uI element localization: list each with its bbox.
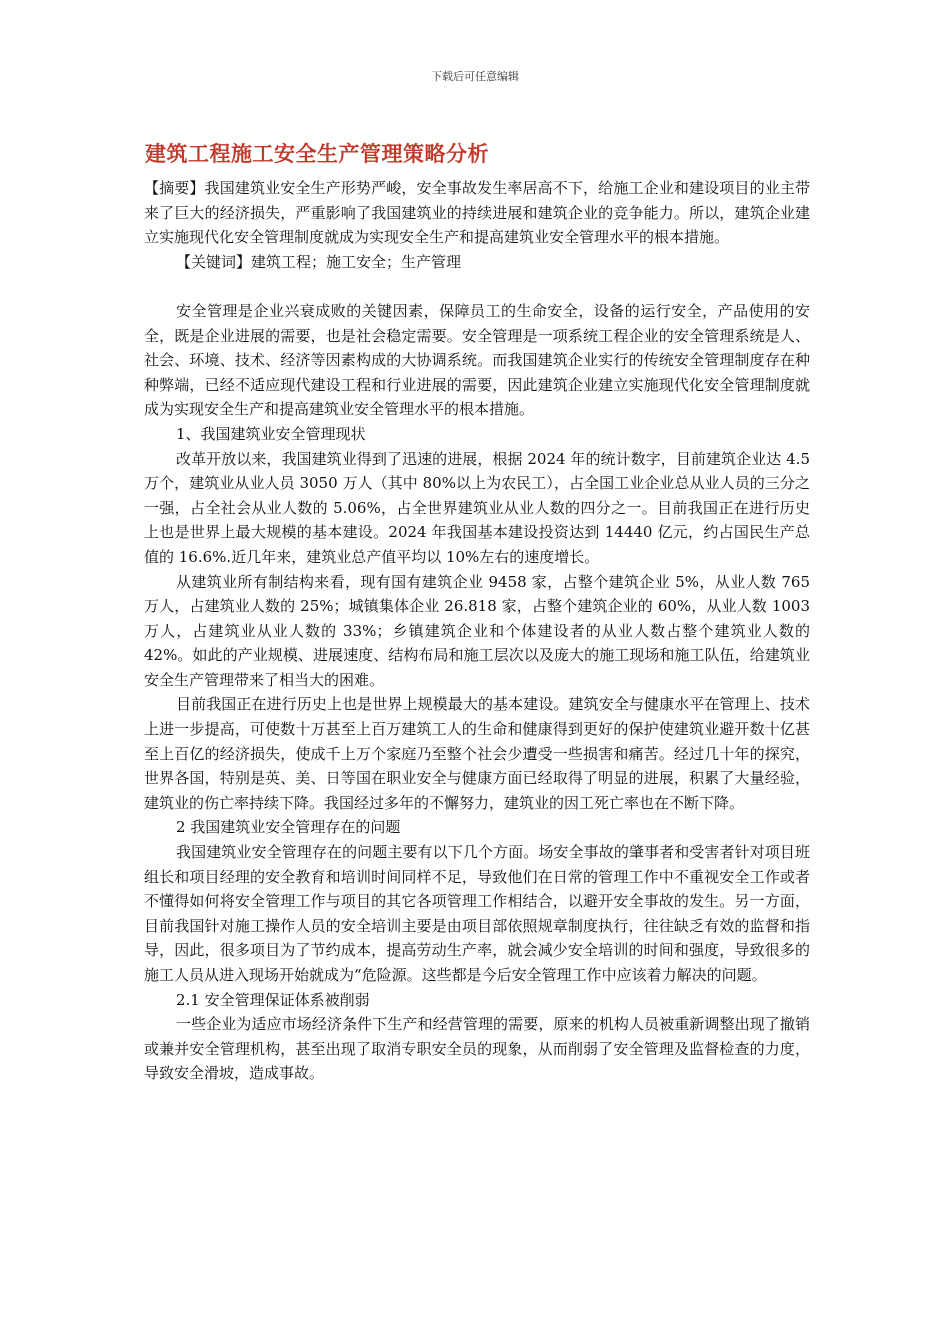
- section-1-paragraph-2: 从建筑业所有制结构来看，现有国有建筑企业 9458 家，占整个建筑企业 5%，从业人数 765 万人，占建筑业人数的 25%；城镇集体企业 26.818 家，占整个建筑企业的 60%，从业人数 1003 万人，占建筑业从业人数的 33%；乡镇建筑企业和个体建设者的从业人数占整个建筑业人数的 42%。如此的产业规模、进展速度、结构布局和施工层次以及庞大的施工现场和施工队伍，给建筑业安全生产管理带来了相当大的困难。: [144, 572, 810, 689]
- section-2-heading: 2 我国建筑业安全管理存在的问题: [176, 818, 401, 837]
- section-1-paragraph-1: 改革开放以来，我国建筑业得到了迅速的进展，根据 2024 年的统计数字，目前建筑企业达 4.5 万个，建筑业从业人员 3050 万人（其中 80%以上为农民工），占全国工业企业总从业人员的三分之一强，占全社会从业人数的 5.06%，占全世界建筑业从业人数的四分之一。目前我国正在进行历史上也是世界上最大规模的基本建设。2024 年我国基本建设投资达到 14440 亿元，约占国民生产总值的 16.6%.近几年来，建筑业总产值平均以 10%左右的速度增长。: [144, 449, 810, 566]
- document-body: [144, 176, 810, 1086]
- abstract-paragraph: 【摘要】我国建筑业安全生产形势严峻，安全事故发生率居高不下，给施工企业和建设项目的业主带来了巨大的经济损失，严重影响了我国建筑业的持续进展和建筑企业的竞争能力。所以，建筑企业建立实施现代化安全管理制度就成为实现安全生产和提高建筑业安全管理水平的根本措施。: [144, 179, 810, 247]
- section-1-paragraph-3: 目前我国正在进行历史上也是世界上规模最大的基本建设。建筑安全与健康水平在管理上、技术上进一步提高，可使数十万甚至上百万建筑工人的生命和健康得到更好的保护使建筑业避开数十亿甚至上百亿的经济损失，使成千上万个家庭乃至整个社会少遭受一些损害和痛苦。经过几十年的探究，世界各国，特别是英、美、日等国在职业安全与健康方面已经取得了明显的进展，积累了大量经验，建筑业的伤亡率持续下降。我国经过多年的不懈努力，建筑业的因工死亡率也在不断下降。: [144, 695, 810, 812]
- header-note: 下载后可任意编辑: [431, 70, 519, 83]
- blank-line: [144, 274, 810, 299]
- section-2-1-paragraph-1: 一些企业为适应市场经济条件下生产和经营管理的需要，原来的机构人员被重新调整出现了撤销或兼并安全管理机构，甚至出现了取消专职安全员的现象，从而削弱了安全管理及监督检查的力度，导致安全滑坡，造成事故。: [144, 1015, 810, 1083]
- section-2-1-heading: 2.1 安全管理保证体系被削弱: [176, 990, 370, 1009]
- keywords-paragraph: 【关键词】建筑工程；施工安全；生产管理: [176, 252, 462, 271]
- section-2-paragraph-1: 我国建筑业安全管理存在的问题主要有以下几个方面。场安全事故的肇事者和受害者针对项目班组长和项目经理的安全教育和培训时间同样不足，导致他们在日常的管理工作中不重视安全工作或者不懂得如何将安全管理工作与项目的其它各项管理工作相结合，以避开安全事故的发生。另一方面，目前我国针对施工操作人员的安全培训主要是由项目部依照规章制度执行，往往缺乏有效的监督和指导，因此，很多项目为了节约成本，提高劳动生产率，就会减少安全培训的时间和强度，导致很多的施工人员从进入现场开始就成为“危险源。这些都是今后安全管理工作中应该着力解决的问题。: [144, 843, 810, 984]
- page-title: 建筑工程施工安全生产管理策略分析: [145, 141, 489, 166]
- section-1-heading: 1、我国建筑业安全管理现状: [176, 424, 366, 443]
- intro-paragraph: 安全管理是企业兴衰成败的关键因素，保障员工的生命安全，设备的运行安全，产品使用的安全，既是企业进展的需要，也是社会稳定需要。安全管理是一项系统工程企业的安全管理系统是人、社会、环境、技术、经济等因素构成的大协调系统。而我国建筑企业实行的传统安全管理制度存在种种弊端，已经不适应现代建设工程和行业进展的需要，因此建筑企业建立实施现代化安全管理制度就成为实现安全生产和提高建筑业安全管理水平的根本措施。: [144, 301, 810, 419]
